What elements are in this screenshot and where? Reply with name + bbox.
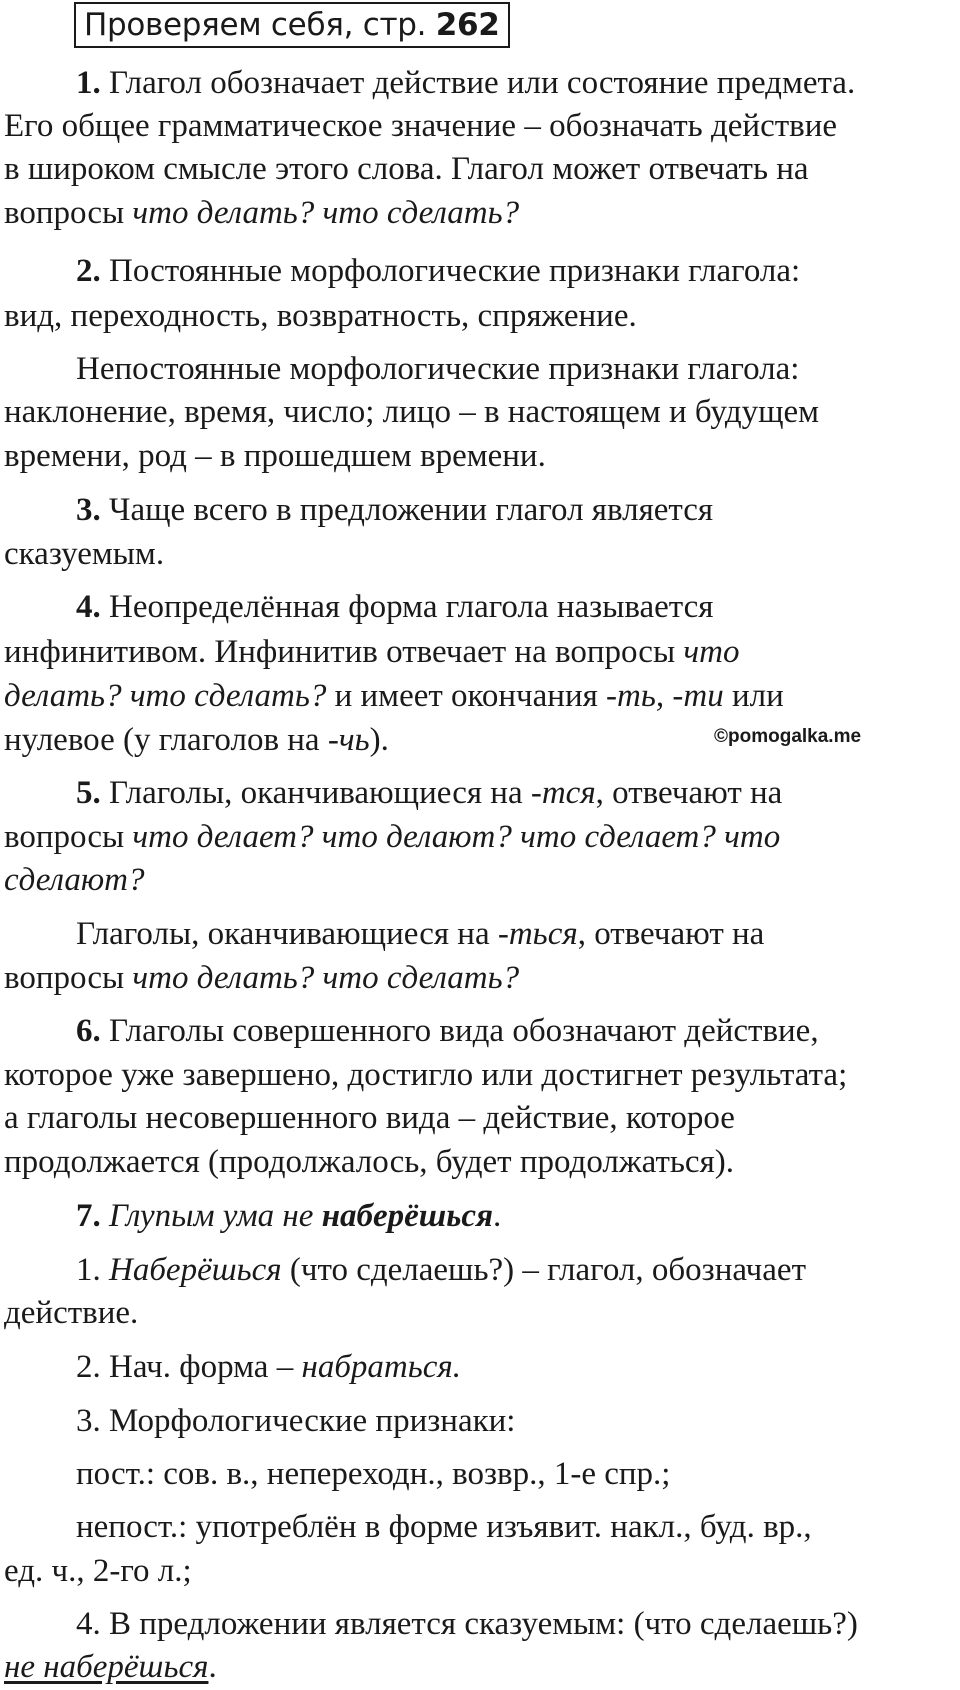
- title-text: Проверяем себя, стр.: [84, 7, 427, 43]
- italic-text: Глупым ума не: [100, 1198, 322, 1234]
- answer-2-line: [76, 249, 800, 293]
- answer-3-line: [4, 532, 164, 576]
- line-text: инфинитивом. Инфинитив отвечает на вопросы: [4, 634, 684, 670]
- answer-3-line: [76, 488, 713, 532]
- answer-5-line: [4, 858, 144, 902]
- italic-text: -тся: [530, 775, 596, 811]
- answer-7-line: [76, 1452, 670, 1496]
- line-text: Глаголы, оканчивающиеся на: [76, 916, 498, 952]
- answer-2-line: [4, 434, 546, 478]
- line-text: или: [723, 678, 784, 714]
- italic-text: делать? что сделать?: [4, 678, 327, 714]
- italic-text: -ть, -ти: [606, 678, 724, 714]
- line-text: .: [493, 1198, 502, 1234]
- answer-7-line: [4, 1291, 138, 1335]
- italic-text: что делать? что сделать?: [132, 960, 520, 996]
- answer-6-line: [4, 1096, 735, 1140]
- line-text: и имеет окончания: [326, 678, 607, 714]
- answer-number: 3.: [76, 492, 101, 528]
- answer-number: 6.: [76, 1013, 101, 1049]
- answer-number: 7.: [76, 1198, 101, 1234]
- line-text: ).: [369, 722, 389, 758]
- line-text: 1.: [76, 1252, 109, 1288]
- line-text: .: [208, 1649, 217, 1685]
- bold-italic-text: наберёшься: [321, 1198, 493, 1234]
- line-text: нулевое (у глаголов на: [4, 722, 328, 758]
- line-text: а глаголы несовершенного вида – действие, которое: [4, 1100, 735, 1136]
- line-text: вопросы: [4, 819, 133, 855]
- line-text: непост.: употреблён в форме изъявит. накл., буд. вр.,: [76, 1509, 812, 1545]
- answer-7-line: [76, 1399, 515, 1443]
- line-text: ед. ч., 2-го л.;: [4, 1553, 192, 1589]
- line-text: 4. В предложении является сказуемым: (что сделаешь?): [76, 1606, 858, 1642]
- italic-text: -чь: [327, 722, 370, 758]
- line-text: , отвечают на: [595, 775, 783, 811]
- answer-1-line: [76, 61, 855, 105]
- answer-5-line: [76, 771, 782, 815]
- line-text: Глаголы, оканчивающиеся на: [100, 775, 531, 811]
- answer-7-line: [76, 1345, 461, 1389]
- line-text: Постоянные морфологические признаки глагола:: [100, 253, 801, 289]
- line-text: вид, переходность, возвратность, спряжение.: [4, 298, 637, 334]
- line-text: вопросы: [4, 195, 133, 231]
- line-text: Глаголы совершенного вида обозначают действие,: [100, 1013, 819, 1049]
- line-text: продолжается (продолжалось, будет продолжаться).: [4, 1144, 734, 1180]
- answer-6-line: [4, 1053, 847, 1097]
- answer-number: 5.: [76, 775, 101, 811]
- italic-text: -ться: [497, 916, 578, 952]
- line-text: времени, род – в прошедшем времени.: [4, 438, 546, 474]
- line-text: Глагол обозначает действие или состояние предмета.: [100, 65, 856, 101]
- italic-text: что: [683, 634, 740, 670]
- answer-2-line: [4, 294, 637, 338]
- answer-7-line: [76, 1602, 858, 1646]
- answer-7-line: [4, 1645, 217, 1689]
- line-text: сказуемым.: [4, 536, 165, 572]
- line-text: , отвечают на: [577, 916, 765, 952]
- answer-1-line: [4, 147, 809, 191]
- answer-7-line: [76, 1194, 501, 1238]
- answer-5-line: [4, 815, 780, 859]
- page-title: [84, 6, 500, 44]
- line-text: пост.: сов. в., непереходн., возвр., 1-е спр.;: [76, 1456, 671, 1492]
- answer-2-line: [4, 390, 819, 434]
- line-text: действие.: [4, 1295, 139, 1331]
- line-text: Неопределённая форма глагола называется: [100, 589, 714, 625]
- line-text: которое уже завершено, достигло или достигнет результата;: [4, 1057, 848, 1093]
- italic-text: сделают?: [4, 862, 145, 898]
- answer-4-line: [4, 674, 784, 718]
- answer-7-line: [76, 1248, 806, 1292]
- line-text: наклонение, время, число; лицо – в настоящем и будущем: [4, 394, 820, 430]
- italic-text: что делает? что делают? что сделает? что: [132, 819, 781, 855]
- line-text: (что сделаешь?) – глагол, обозначает: [281, 1252, 806, 1288]
- answer-4-line: [4, 718, 389, 762]
- line-text: вопросы: [4, 960, 133, 996]
- underlined-italic-text: не наберёшься: [4, 1649, 209, 1685]
- line-text: Чаще всего в предложении глагол является: [100, 492, 714, 528]
- answer-6-line: [76, 1009, 819, 1053]
- answer-2-line: [76, 347, 799, 391]
- line-text: 3. Морфологические признаки:: [76, 1403, 516, 1439]
- italic-text: набраться.: [301, 1349, 462, 1385]
- answer-1-line: [4, 104, 837, 148]
- answer-4-line: [4, 630, 739, 674]
- italic-text: что делать? что сделать?: [132, 195, 520, 231]
- line-text: в широком смысле этого слова. Глагол может отвечать на: [4, 151, 809, 187]
- answer-number: 2.: [76, 253, 101, 289]
- answer-5-line: [4, 956, 519, 1000]
- line-text: Его общее грамматическое значение – обозначать действие: [4, 108, 838, 144]
- answer-1-line: [4, 191, 519, 235]
- italic-text: Наберёшься: [109, 1252, 282, 1288]
- line-text: 2. Нач. форма –: [76, 1349, 302, 1385]
- watermark: ©pomogalka.me: [714, 726, 862, 747]
- answer-number: 1.: [76, 65, 101, 101]
- answer-7-line: [76, 1505, 812, 1549]
- answer-number: 4.: [76, 589, 101, 625]
- answer-5-line: [76, 912, 764, 956]
- answer-7-line: [4, 1549, 192, 1593]
- answer-6-line: [4, 1140, 734, 1184]
- line-text: Непостоянные морфологические признаки глагола:: [76, 351, 800, 387]
- answer-4-line: [76, 585, 713, 629]
- page-number: 262: [435, 7, 500, 43]
